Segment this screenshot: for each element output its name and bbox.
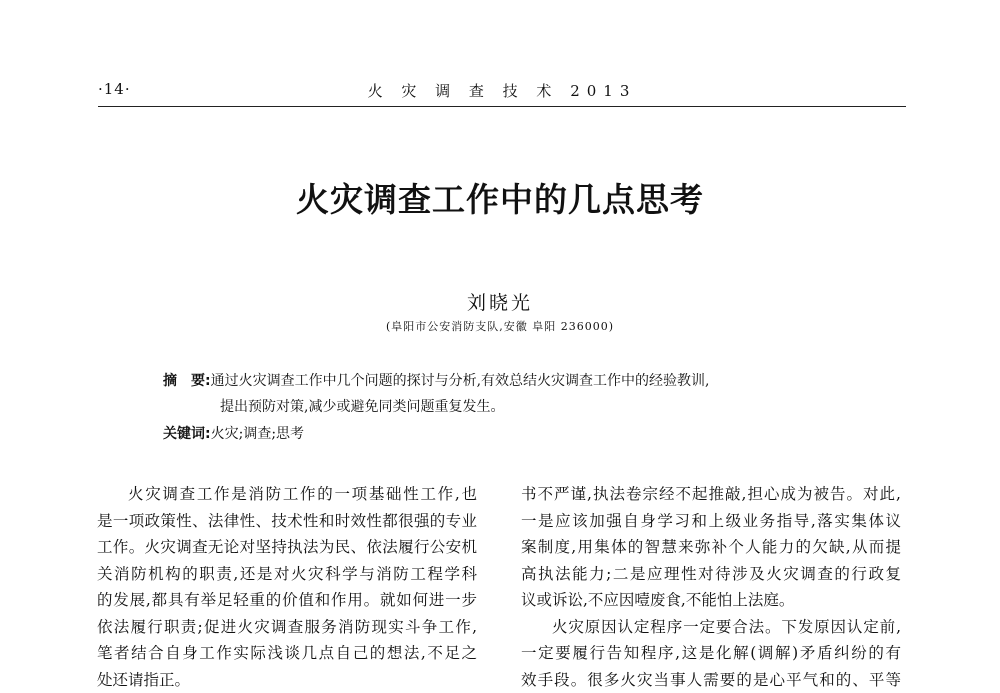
abstract-line-2: 提出预防对策,减少或避免同类问题重复发生。	[163, 394, 863, 420]
body-line: 工作。火灾调查无论对坚持执法为民、依法履行公安机	[97, 534, 477, 561]
abstract-block	[163, 368, 863, 447]
running-header	[98, 80, 906, 104]
body-line: 火灾原因认定程序一定要合法。下发原因认定前,	[521, 614, 901, 641]
page-number: ·14·	[98, 80, 131, 98]
body-line: 议或诉讼,不应因噎废食,不能怕上法庭。	[521, 587, 901, 614]
body-line: 是一项政策性、法律性、技术性和时效性都很强的专业	[97, 508, 477, 535]
keywords-label: 关键词:	[163, 426, 211, 442]
body-line: 高执法能力;二是应理性对待涉及火灾调查的行政复	[521, 561, 901, 588]
body-line: 一是应该加强自身学习和上级业务指导,落实集体议	[521, 508, 901, 535]
keywords-line	[163, 421, 863, 447]
author-affiliation: (阜阳市公安消防支队,安徽 阜阳 236000)	[0, 318, 1000, 334]
body-line: 火灾调查工作是消防工作的一项基础性工作,也	[97, 481, 477, 508]
header-rule	[98, 106, 906, 107]
body-line: 一定要履行告知程序,这是化解(调解)矛盾纠纷的有	[521, 640, 901, 667]
author-name: 刘晓光	[0, 288, 1000, 315]
body-line: 依法履行职责;促进火灾调查服务消防现实斗争工作,	[97, 614, 477, 641]
abstract-text-1: 通过火灾调查工作中几个问题的探讨与分析,有效总结火灾调查工作中的经验教训,	[211, 373, 710, 389]
body-line: 笔者结合自身工作实际浅谈几点自己的想法,不足之	[97, 640, 477, 667]
abstract-line-1	[163, 368, 863, 394]
keywords-text: 火灾;调查;思考	[211, 426, 304, 442]
body-line: 书不严谨,执法卷宗经不起推敲,担心成为被告。对此,	[521, 481, 901, 508]
body-line: 关消防机构的职责,还是对火灾科学与消防工程学科	[97, 561, 477, 588]
body-column-left	[97, 481, 477, 693]
body-line: 效手段。很多火灾当事人需要的是心平气和的、平等	[521, 667, 901, 693]
abstract-label: 摘 要:	[163, 373, 211, 389]
body-line: 的发展,都具有举足轻重的价值和作用。就如何进一步	[97, 587, 477, 614]
body-line: 处还请指正。	[97, 667, 477, 693]
paper-title: 火灾调查工作中的几点思考	[0, 174, 1000, 221]
body-column-right	[521, 481, 901, 693]
journal-name: 火 灾 调 查 技 术 2013	[98, 80, 906, 101]
body-line: 案制度,用集体的智慧来弥补个人能力的欠缺,从而提	[521, 534, 901, 561]
